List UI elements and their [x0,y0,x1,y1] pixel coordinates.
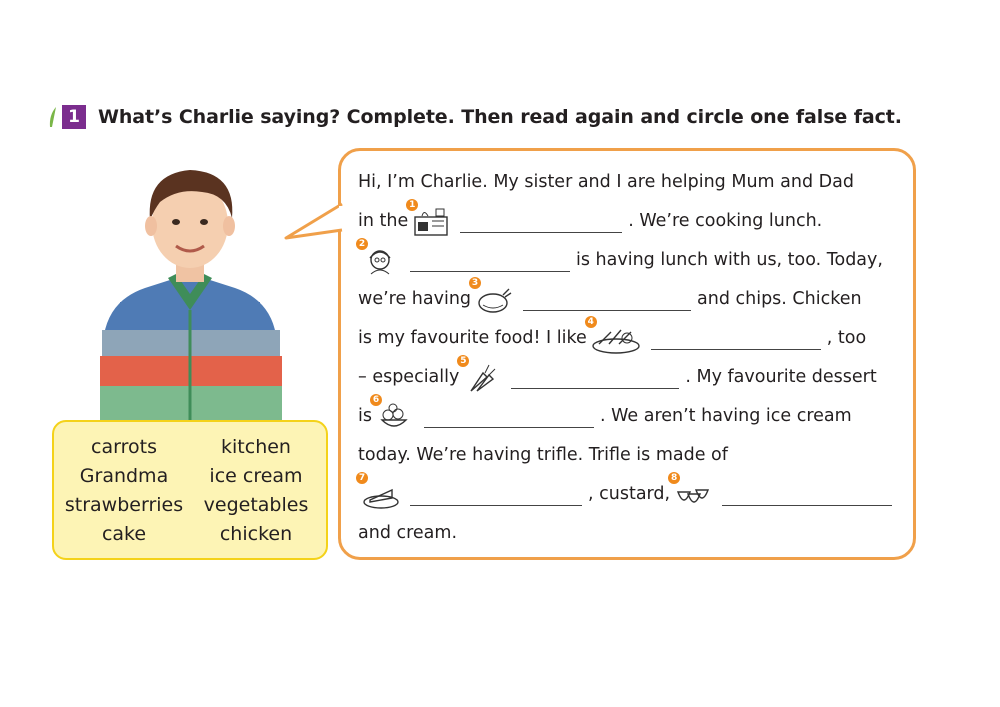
clue-number: 7 [356,472,368,484]
word-bank-item[interactable]: chicken [219,523,293,545]
passage-text: , too [826,328,867,348]
clue-number: 4 [585,316,597,328]
exercise-title: What’s Charlie saying? Complete. Then read again and circle one false fact. [98,106,902,128]
strawberries-icon [670,472,712,510]
passage-line-6 [358,355,910,397]
answer-blank-1[interactable] [460,210,622,233]
clue-number: 5 [457,355,469,367]
answer-blank-2[interactable] [410,249,570,272]
answer-blank-5[interactable] [511,366,679,389]
word-bank-item[interactable]: vegetables [203,494,309,516]
passage-text: . We aren’t having ice cream [599,406,852,426]
clue-number: 6 [370,394,382,406]
passage-text: is my favourite food! I like [358,328,587,348]
passage-text: . We’re cooking lunch. [628,211,823,231]
passage-text: Hi, I’m Charlie. My sister and I are helping Mum and Dad [358,172,854,192]
answer-blank-7[interactable] [410,483,582,506]
answer-blank-3[interactable] [523,288,691,311]
passage-line-7 [358,394,910,436]
vegetables-icon [587,316,641,354]
passage-text: , custard, [588,484,671,504]
word-bank-item[interactable]: kitchen [221,436,291,458]
passage-line-9 [358,472,910,514]
passage-text: today. We’re having trifle. Trifle is made of [358,445,728,465]
passage-line-10 [358,514,910,553]
passage-line-8 [358,436,910,475]
passage-text: and chips. Chicken [697,289,862,309]
clue-number: 2 [356,238,368,250]
word-bank-item[interactable]: carrots [91,436,157,458]
clue-number: 1 [406,199,418,211]
word-bank-item[interactable]: Grandma [79,465,169,487]
kitchen-icon [409,199,450,237]
answer-blank-4[interactable] [651,327,821,350]
passage-text: is [358,406,372,426]
charlie-picture [90,160,290,422]
passage-text: – especially [358,367,460,387]
passage [358,163,910,553]
answer-blank-6[interactable] [424,405,594,428]
passage-line-3 [358,238,910,280]
chicken-icon [471,277,513,315]
speech-bubble-tail [284,200,344,248]
ice-cream-icon [372,394,414,432]
grandma-icon [358,238,400,276]
passage-line-2 [358,199,910,241]
passage-text: is having lunch with us, too. Today, [576,250,883,270]
word-bank-item[interactable]: ice cream [209,465,303,487]
answer-blank-8[interactable] [722,483,892,506]
word-bank-item[interactable]: cake [101,523,147,545]
passage-text: and cream. [358,523,458,543]
cake-icon [358,472,400,510]
word-bank [52,420,328,560]
passage-line-1 [358,163,910,202]
passage-text: . My favourite dessert [685,367,877,387]
clue-number: 3 [469,277,481,289]
word-bank-item[interactable]: strawberries [64,494,184,516]
leaf-icon [48,105,58,129]
carrots-icon [460,355,501,393]
passage-text: in the [358,211,409,231]
exercise-number: 1 [62,105,86,129]
clue-number: 8 [668,472,680,484]
passage-line-4 [358,277,910,319]
passage-line-5 [358,316,910,358]
passage-text: we’re having [358,289,472,309]
exercise-header [48,100,902,134]
